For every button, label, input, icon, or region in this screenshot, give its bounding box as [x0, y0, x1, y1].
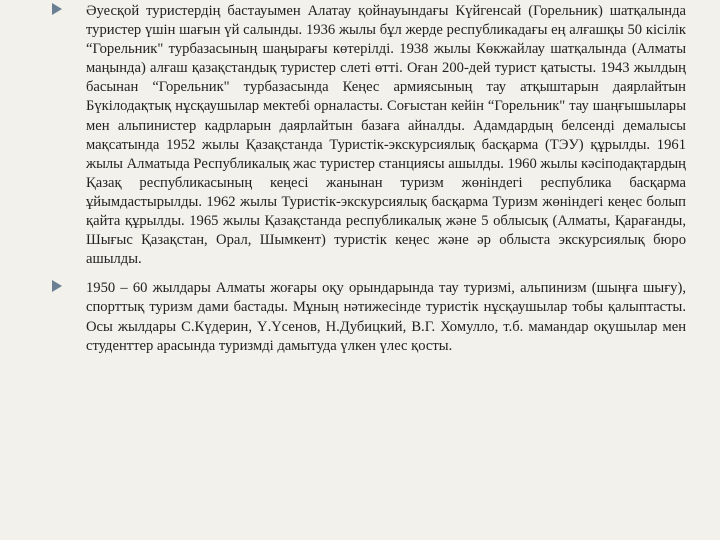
bullet-item	[86, 279, 686, 355]
bullet-text: Әуесқой туристердің бастауымен Алатау қойнауындағы Күйгенсай (Горельник) шатқалында туристер үшін шағын үй салынды. 1936 жылы бұл жерде республикадағы ең алғашқы 50 кісілік “Горельник" турбазасының шаңырағы көтерілді. 1938 жылы Көкжайлау шатқалында (Алматы маңында) алғаш қазақстандық туристер слеті өтті. Оған 200-дей турист қатысты. 1943 жылдың басынан “Горельник" турбазасында Кеңес армиясының тау атқыштарын даярлайтын Бүкілодақтық нұсқаушылар мектебі орналасты. Соғыстан кейін “Горельник" тау шаңғышылары мен альпинистер кадрларын даярлайтын базаға айналды. Адамдардың белсенді демалысы мақсатында 1952 жылы Қазақстанда Туристік-экскурсиялық басқарма (ТЭУ) құрылды. 1961 жылы Алматыда Республикалық жас туристер станциясы ашылды. 1960 жылы кәсіподақтардың Қазақ республикасының кеңесі жанынан туризм жөніндегі республика басқарма ұйымдастырылды. 1962 жылы Туристік-экскурсиялық басқарма Туризм жөніндегі кеңес болып қайта құрылды. 1965 жылы Қазақстанда республикалық және 5 облысық (Алматы, Қарағанды, Шығыс Қазақстан, Орал, Шымкент) туристік кеңес және әр облыста экскурсиялық бюро ашылды.	[86, 3, 686, 268]
bullet-item	[86, 2, 686, 269]
bullet-list	[86, 2, 686, 356]
bullet-icon	[52, 279, 62, 298]
bullet-text: 1950 – 60 жылдары Алматы жоғары оқу орындарында тау туризмі, альпинизм (шыңға шығу), спорттық туризм дами бастады. Мұның нәтижесінде туристік нұсқаушылар тобы қалыптасты. Осы жылдары С.Күдерин, Ү.Үсенов, Н.Дубицкий, В.Г. Хомулло, т.б. мамандар оқушылар мен студенттер арасында туризмді дамытуда үлкен үлес қосты.	[86, 280, 686, 354]
bullet-icon	[52, 2, 62, 21]
